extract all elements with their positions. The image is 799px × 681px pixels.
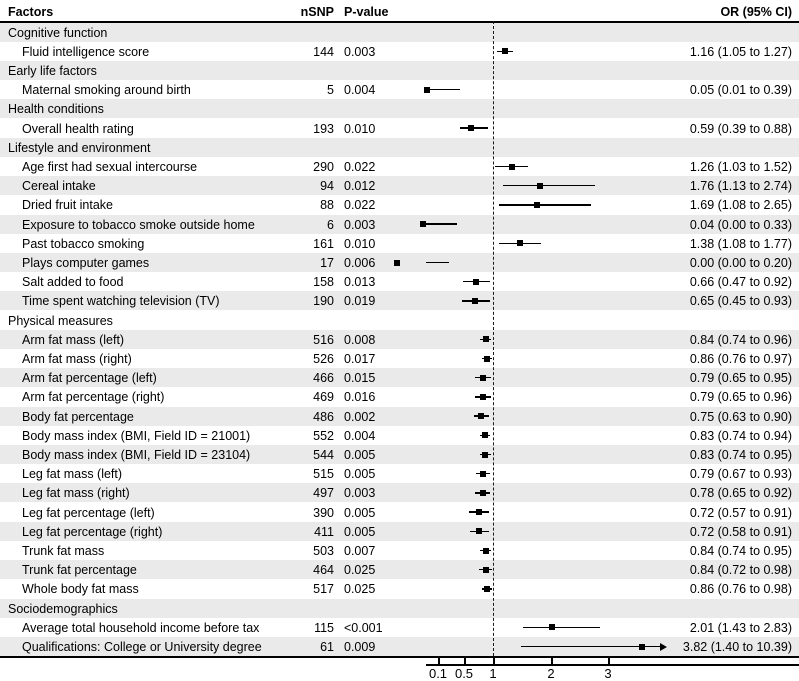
x-axis-tick-label: 0.5 — [454, 666, 474, 681]
factor-label: Average total household income before tax — [22, 620, 260, 635]
effect-estimate-marker — [549, 624, 555, 630]
or-ci-value: 0.79 (0.65 to 0.95) — [689, 371, 792, 386]
factor-label: Time spent watching television (TV) — [22, 294, 220, 309]
table-row — [0, 195, 799, 214]
x-axis-line — [426, 664, 799, 666]
nsnp-value: 503 — [313, 543, 334, 558]
pvalue-value: 0.007 — [344, 543, 376, 558]
effect-estimate-marker — [472, 298, 478, 304]
factor-label: Overall health rating — [22, 121, 134, 136]
pvalue-value: 0.022 — [344, 198, 376, 213]
group-label: Cognitive function — [8, 25, 108, 40]
column-header-pvalue: P-value — [344, 5, 389, 19]
column-header-or: OR (95% CI) — [720, 5, 792, 19]
factor-label: Exposure to tobacco smoke outside home — [22, 217, 255, 232]
pvalue-value: 0.004 — [344, 83, 376, 98]
factor-label: Body mass index (BMI, Field ID = 23104) — [22, 447, 251, 462]
nsnp-value: 464 — [313, 563, 334, 578]
column-header-factors: Factors — [8, 5, 54, 19]
confidence-interval-line — [503, 185, 595, 186]
or-ci-value: 1.76 (1.13 to 2.74) — [689, 179, 792, 194]
factor-label: Arm fat percentage (left) — [22, 371, 157, 386]
null-reference-line — [493, 21, 494, 656]
factor-label: Age first had sexual intercourse — [22, 159, 198, 174]
pvalue-value: 0.005 — [344, 447, 376, 462]
group-row — [0, 311, 799, 330]
factor-label: Maternal smoking around birth — [22, 83, 191, 98]
pvalue-value: 0.003 — [344, 217, 376, 232]
pvalue-value: 0.012 — [344, 179, 376, 194]
nsnp-value: 193 — [313, 121, 334, 136]
nsnp-value: 466 — [313, 371, 334, 386]
factor-label: Body fat percentage — [22, 409, 134, 424]
or-ci-value: 0.84 (0.74 to 0.96) — [689, 332, 792, 347]
factor-label: Cereal intake — [22, 179, 96, 194]
or-ci-value: 0.72 (0.58 to 0.91) — [689, 524, 792, 539]
effect-estimate-marker — [480, 490, 486, 496]
pvalue-value: 0.005 — [344, 505, 376, 520]
confidence-interval-line — [426, 262, 449, 263]
pvalue-value: 0.005 — [344, 467, 376, 482]
effect-estimate-marker — [480, 375, 486, 381]
pvalue-value: 0.010 — [344, 121, 376, 136]
nsnp-value: 115 — [314, 620, 334, 635]
or-ci-value: 0.79 (0.67 to 0.93) — [689, 467, 792, 482]
or-ci-value: 0.83 (0.74 to 0.95) — [689, 447, 792, 462]
confidence-interval-line — [426, 223, 457, 224]
or-ci-value: 0.59 (0.39 to 0.88) — [689, 121, 792, 136]
nsnp-value: 516 — [313, 332, 334, 347]
group-label: Physical measures — [8, 313, 113, 328]
x-axis-tick — [551, 658, 553, 664]
factor-label: Plays computer games — [22, 255, 150, 270]
pvalue-value: 0.006 — [344, 255, 376, 270]
x-axis-tick — [438, 658, 440, 664]
factor-label: Qualifications: College or University degree — [22, 639, 262, 654]
ci-truncation-arrow-icon — [660, 643, 667, 651]
or-ci-value: 0.84 (0.72 to 0.98) — [689, 563, 792, 578]
nsnp-value: 88 — [320, 198, 334, 213]
effect-estimate-marker — [509, 164, 515, 170]
or-ci-value: 0.86 (0.76 to 0.97) — [689, 351, 792, 366]
nsnp-value: 517 — [313, 582, 334, 597]
or-ci-value: 0.04 (0.00 to 0.33) — [689, 217, 792, 232]
pvalue-value: 0.005 — [344, 524, 376, 539]
effect-estimate-marker — [478, 413, 484, 419]
x-axis-tick — [493, 658, 495, 664]
factor-label: Arm fat mass (right) — [22, 351, 132, 366]
or-ci-value: 0.00 (0.00 to 0.20) — [689, 255, 792, 270]
group-label: Sociodemographics — [8, 601, 118, 616]
effect-estimate-marker — [534, 202, 540, 208]
nsnp-value: 161 — [313, 236, 334, 251]
factor-label: Whole body fat mass — [22, 582, 139, 597]
pvalue-value: <0.001 — [344, 620, 383, 635]
group-label: Health conditions — [8, 102, 104, 117]
group-label: Early life factors — [8, 63, 97, 78]
pvalue-value: 0.008 — [344, 332, 376, 347]
or-ci-value: 0.79 (0.65 to 0.96) — [689, 390, 792, 405]
nsnp-value: 6 — [327, 217, 334, 232]
confidence-interval-line — [499, 204, 590, 205]
nsnp-value: 515 — [313, 467, 334, 482]
factor-label: Leg fat mass (left) — [22, 467, 123, 482]
factor-label: Leg fat mass (right) — [22, 486, 130, 501]
table-header-row — [0, 2, 799, 21]
effect-estimate-marker — [482, 432, 488, 438]
effect-estimate-marker — [484, 586, 490, 592]
factor-label: Trunk fat mass — [22, 543, 105, 558]
nsnp-value: 544 — [313, 447, 334, 462]
group-label: Lifestyle and environment — [8, 140, 151, 155]
factor-label: Arm fat mass (left) — [22, 332, 125, 347]
or-ci-value: 1.69 (1.08 to 2.65) — [689, 198, 792, 213]
pvalue-value: 0.022 — [344, 159, 376, 174]
factor-label: Body mass index (BMI, Field ID = 21001) — [22, 428, 251, 443]
pvalue-value: 0.002 — [344, 409, 376, 424]
nsnp-value: 497 — [313, 486, 334, 501]
x-axis-tick-label: 1 — [489, 666, 497, 681]
effect-estimate-marker — [484, 356, 490, 362]
effect-estimate-marker — [394, 260, 400, 266]
pvalue-value: 0.003 — [344, 486, 376, 501]
pvalue-value: 0.025 — [344, 582, 376, 597]
or-ci-value: 1.38 (1.08 to 1.77) — [689, 236, 792, 251]
pvalue-value: 0.016 — [344, 390, 376, 405]
pvalue-value: 0.009 — [344, 639, 376, 654]
effect-estimate-marker — [476, 528, 482, 534]
confidence-interval-line — [426, 89, 460, 90]
pvalue-value: 0.003 — [344, 44, 376, 59]
or-ci-value: 0.84 (0.74 to 0.95) — [689, 543, 792, 558]
effect-estimate-marker — [517, 240, 523, 246]
factor-label: Leg fat percentage (right) — [22, 524, 163, 539]
confidence-interval-line — [523, 627, 600, 628]
x-axis-tick — [464, 658, 466, 664]
effect-estimate-marker — [420, 221, 426, 227]
effect-estimate-marker — [424, 87, 430, 93]
or-ci-value: 0.65 (0.45 to 0.93) — [689, 294, 792, 309]
group-row — [0, 99, 799, 118]
group-row — [0, 61, 799, 80]
nsnp-value: 390 — [313, 505, 334, 520]
or-ci-value: 0.66 (0.47 to 0.92) — [689, 275, 792, 290]
x-axis-tick-label: 0.1 — [428, 666, 448, 681]
pvalue-value: 0.004 — [344, 428, 376, 443]
or-ci-value: 0.05 (0.01 to 0.39) — [689, 83, 792, 98]
or-ci-value: 0.75 (0.63 to 0.90) — [689, 409, 792, 424]
table-row — [0, 176, 799, 195]
or-ci-value: 2.01 (1.43 to 2.83) — [689, 620, 792, 635]
pvalue-value: 0.025 — [344, 563, 376, 578]
factor-label: Leg fat percentage (left) — [22, 505, 155, 520]
effect-estimate-marker — [483, 567, 489, 573]
factor-label: Fluid intelligence score — [22, 44, 150, 59]
pvalue-value: 0.017 — [344, 351, 376, 366]
pvalue-value: 0.015 — [344, 371, 376, 386]
effect-estimate-marker — [483, 548, 489, 554]
nsnp-value: 17 — [320, 255, 334, 270]
or-ci-value: 0.78 (0.65 to 0.92) — [689, 486, 792, 501]
effect-estimate-marker — [480, 394, 486, 400]
column-header-nsnp: nSNP — [300, 5, 334, 19]
nsnp-value: 144 — [313, 44, 334, 59]
pvalue-value: 0.013 — [344, 275, 376, 290]
nsnp-value: 526 — [313, 351, 334, 366]
effect-estimate-marker — [473, 279, 479, 285]
table-bottom-rule — [0, 656, 799, 658]
factor-label: Dried fruit intake — [22, 198, 114, 213]
effect-estimate-marker — [476, 509, 482, 515]
nsnp-value: 552 — [313, 428, 334, 443]
group-row — [0, 599, 799, 618]
x-axis-tick-label: 3 — [604, 666, 612, 681]
or-ci-value: 0.72 (0.57 to 0.91) — [689, 505, 792, 520]
nsnp-value: 158 — [313, 275, 334, 290]
or-ci-value: 0.86 (0.76 to 0.98) — [689, 582, 792, 597]
pvalue-value: 0.019 — [344, 294, 376, 309]
effect-estimate-marker — [482, 452, 488, 458]
pvalue-value: 0.010 — [344, 236, 376, 251]
factor-label: Trunk fat percentage — [22, 563, 137, 578]
nsnp-value: 61 — [320, 639, 334, 654]
effect-estimate-marker — [502, 48, 508, 54]
or-ci-value: 0.83 (0.74 to 0.94) — [689, 428, 792, 443]
factor-label: Past tobacco smoking — [22, 236, 145, 251]
nsnp-value: 94 — [320, 179, 334, 194]
effect-estimate-marker — [468, 125, 474, 131]
factor-label: Arm fat percentage (right) — [22, 390, 165, 405]
or-ci-value: 3.82 (1.40 to 10.39) — [682, 639, 792, 654]
effect-estimate-marker — [480, 471, 486, 477]
nsnp-value: 411 — [314, 524, 334, 539]
group-row — [0, 23, 799, 42]
nsnp-value: 5 — [327, 83, 334, 98]
x-axis-tick — [608, 658, 610, 664]
nsnp-value: 469 — [313, 390, 334, 405]
or-ci-value: 1.26 (1.03 to 1.52) — [689, 159, 792, 174]
effect-estimate-marker — [639, 644, 645, 650]
nsnp-value: 290 — [313, 159, 334, 174]
x-axis-tick-label: 2 — [547, 666, 555, 681]
factor-label: Salt added to food — [22, 275, 124, 290]
table-row — [0, 541, 799, 560]
nsnp-value: 190 — [313, 294, 334, 309]
effect-estimate-marker — [483, 336, 489, 342]
effect-estimate-marker — [537, 183, 543, 189]
or-ci-value: 1.16 (1.05 to 1.27) — [689, 44, 792, 59]
nsnp-value: 486 — [313, 409, 334, 424]
